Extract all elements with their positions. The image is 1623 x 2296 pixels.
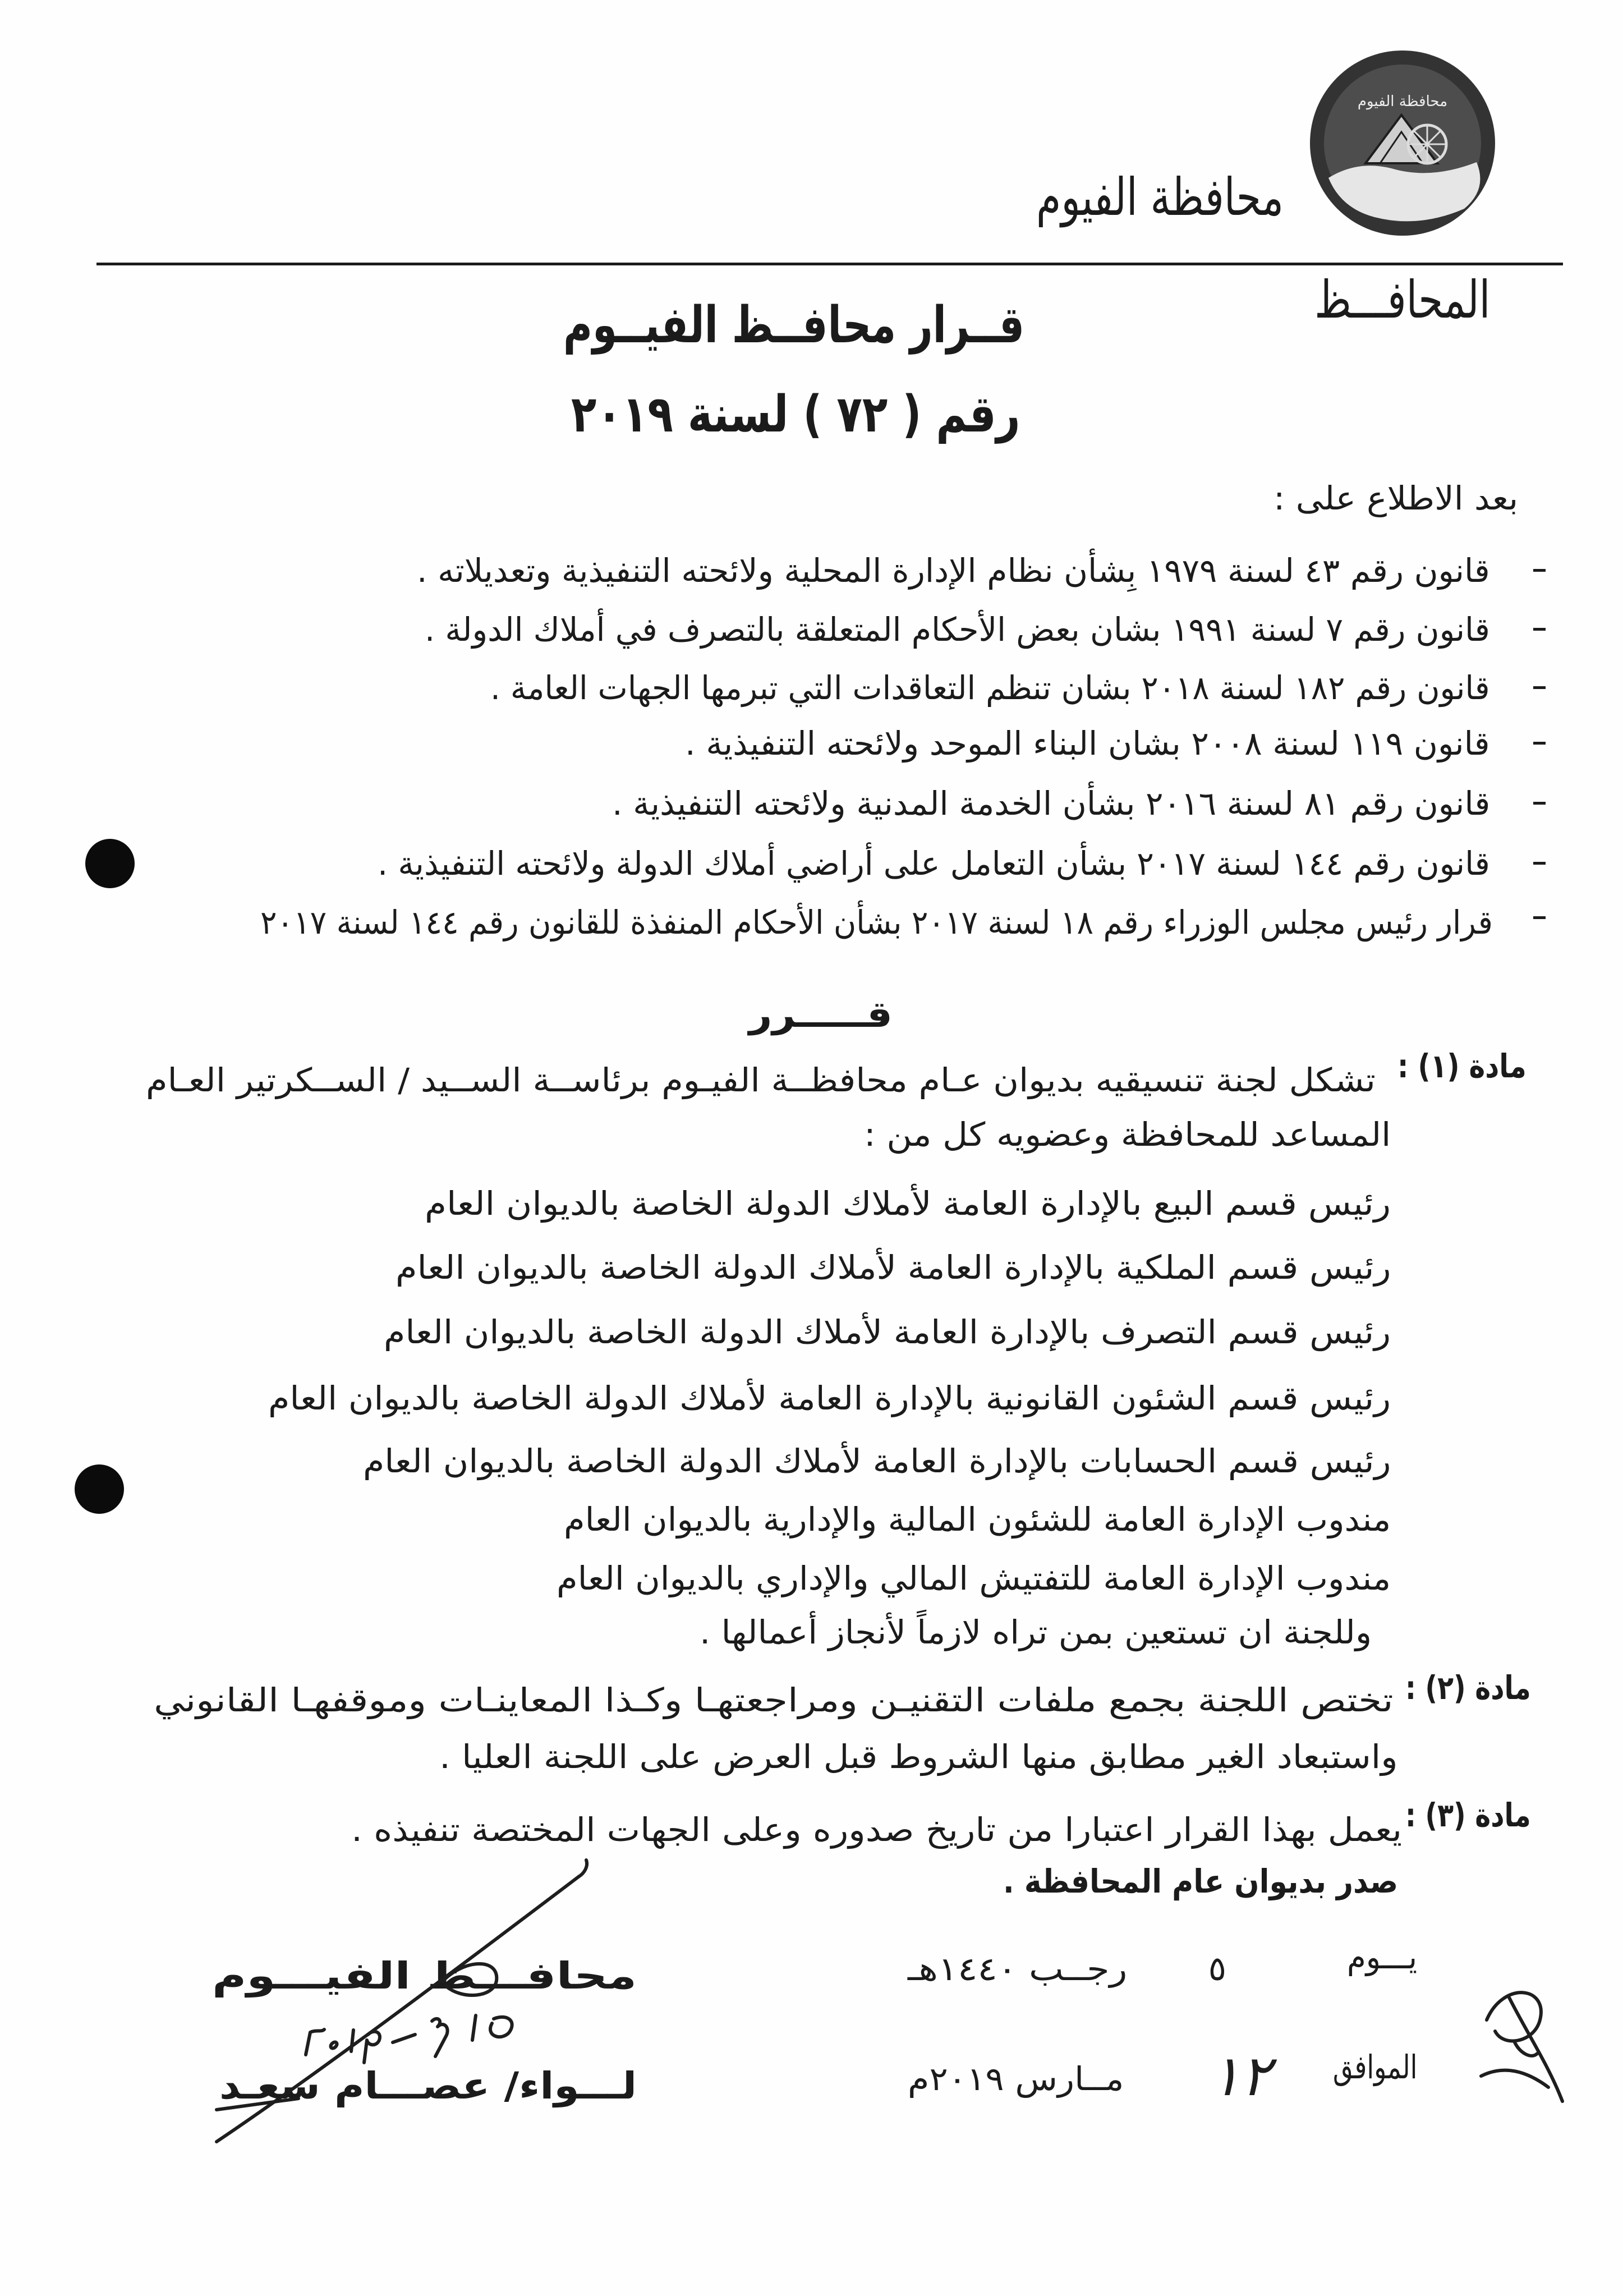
logo-lettering: محافظة الفيوم [1357, 93, 1448, 110]
governorate-seal-logo [1307, 48, 1498, 238]
list-dash-marker [1533, 862, 1546, 865]
legal-reference-item: قانون رقم ٤٣ لسنة ١٩٧٩ بِشأن نظام الإدارة المحلية ولائحته التنفيذية وتعديلاته . [417, 552, 1490, 590]
punch-hole [75, 1464, 124, 1514]
list-dash-marker [1533, 686, 1546, 689]
committee-member-item: رئيس قسم الحسابات بالإدارة العامة لأملاك الدولة الخاصة بالديوان العام [362, 1442, 1391, 1480]
committee-member-item: مندوب الإدارة العامة للتفتيش المالي والإداري بالديوان العام [556, 1559, 1391, 1597]
gregorian-month-year: مــارس ٢٠١٩م [908, 2060, 1124, 2098]
issued-at-statement: صدر بديوان عام المحافظة . [1003, 1862, 1398, 1900]
article-2-text-line: واستبعاد الغير مطابق منها الشروط قبل العرض على اللجنة العليا . [439, 1738, 1398, 1776]
list-dash-marker [1533, 628, 1546, 631]
legal-reference-item: قانون رقم ١٤٤ لسنة ٢٠١٧ بشأن التعامل على أراضي أملاك الدولة ولائحته التنفيذية . [378, 844, 1490, 883]
decree-number: رقم ( ٧٢ ) لسنة ٢٠١٩ [571, 385, 1020, 444]
decree-title: قــرار محافــظ الفيــوم [563, 296, 1024, 355]
legal-reference-item: قانون رقم ٧ لسنة ١٩٩١ بشان بعض الأحكام المتعلقة بالتصرف في أملاك الدولة . [425, 610, 1490, 649]
signatory-title: محافـــظ الفيـــوم [212, 1954, 637, 1997]
hijri-day: ٥ [1208, 1949, 1226, 1989]
article-2-label: مادة (٢) : [1405, 1669, 1531, 1707]
committee-member-item: رئيس قسم الشئون القانونية بالإدارة العامة لأملاك الدولة الخاصة بالديوان العام [268, 1379, 1391, 1417]
legal-reference-item: قرار رئيس مجلس الوزراء رقم ١٨ لسنة ٢٠١٧ بشأن الأحكام المنفذة للقانون رقم ١٤٤ لسنة ٢٠١٧ [260, 903, 1493, 942]
list-dash-marker [1533, 742, 1546, 745]
legal-reference-item: قانون ١١٩ لسنة ٢٠٠٨ بشان البناء الموحد ولائحته التنفيذية . [685, 724, 1490, 763]
punch-hole [85, 839, 135, 888]
committee-member-item: رئيس قسم البيع بالإدارة العامة لأملاك الدولة الخاصة بالديوان العام [425, 1184, 1391, 1223]
gregorian-day: ١٢ [1210, 2043, 1271, 2109]
preamble-heading: بعد الاطلاع على : [1273, 479, 1518, 517]
hijri-day-label: يـــوم [1347, 1938, 1417, 1976]
committee-member-item: رئيس قسم الملكية بالإدارة العامة لأملاك الدولة الخاصة بالديوان العام [395, 1248, 1391, 1287]
governorate-name: محافظة الفيوم [1036, 167, 1284, 227]
list-dash-marker [1533, 569, 1546, 572]
article-3-text-line: يعمل بهذا القرار اعتبارا من تاريخ صدوره وعلى الجهات المختصة تنفيذه . [351, 1811, 1402, 1849]
legal-reference-item: قانون رقم ١٨٢ لسنة ٢٠١٨ بشان تنظم التعاقدات التي تبرمها الجهات العامة . [490, 669, 1490, 707]
article-2-text-line: تختص اللجنة بجمع ملفات التقنيـن ومراجعتهـا وكـذا المعاينـات وموقفهـا القانوني [154, 1681, 1394, 1719]
article-1-text-line: المساعد للمحافظة وعضويه كل من : [863, 1115, 1391, 1154]
legal-reference-item: قانون رقم ٨١ لسنة ٢٠١٦ بشأن الخدمة المدنية ولائحته التنفيذية . [612, 784, 1490, 823]
committee-member-item: رئيس قسم التصرف بالإدارة العامة لأملاك الدولة الخاصة بالديوان العام [383, 1313, 1391, 1351]
article-1-label: مادة (١) : [1397, 1047, 1527, 1085]
signatory-name: لـــواء/ عصـــام سعـد [219, 2064, 637, 2107]
article-1-text-line: تشكل لجنة تنسيقيه بديوان عـام محافظــة الفيـوم برئاســة الســيد / الســكرتير العـام [146, 1061, 1376, 1099]
list-dash-marker [1533, 802, 1546, 805]
article-3-label: مادة (٣) : [1405, 1796, 1531, 1834]
hijri-month-year: رجــب ١٤٤٠هـ [907, 1950, 1127, 1988]
resolution-heading: قـــــرر [749, 994, 893, 1036]
committee-member-item: مندوب الإدارة العامة للشئون المالية والإدارية بالديوان العام [563, 1500, 1391, 1539]
list-dash-marker [1533, 916, 1546, 919]
article-1-closing: وللجنة ان تستعين بمن تراه لازماً لأنجاز أعمالها . [699, 1613, 1372, 1651]
gregorian-label: الموافق [1332, 2048, 1417, 2086]
office-title: المحافـــظ [1314, 270, 1490, 330]
